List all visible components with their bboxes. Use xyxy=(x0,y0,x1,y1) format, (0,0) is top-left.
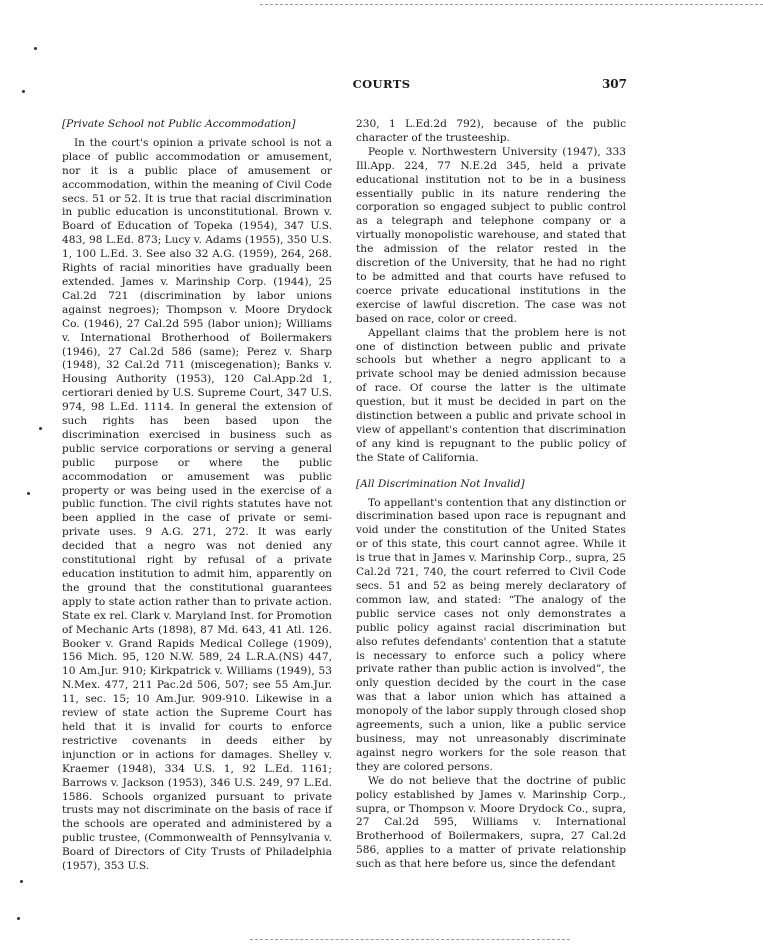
scan-speck xyxy=(34,47,37,50)
running-head xyxy=(0,77,763,93)
body-paragraph: People v. Northwestern University (1947), 333 Ill.App. 224, 77 N.E.2d 345, held a private educational institution not to be in a business essentially public in its nature rendering the corporation so engaged subject to public control as a telegraph and telephone company or a virtually monopolistic warehouse, and stated that the admission of the relator rested in the discretion of the University, that he had no right to be admitted and that courts have refused to coerce private educational institutions in the exercise of lawful discretion. The case was not based on race, color or creed. xyxy=(356,145,626,325)
scan-edge-line xyxy=(260,4,763,5)
body-paragraph: In the court's opinion a private school is not a place of public accommodation or amusement, nor it is a public place of amusement or accommodation, within the meaning of Civil Code secs. 51 or 52. It is true that racial discrimination in public education is unconstitutional. Brown v. Board of Education of Topeka (1954), 347 U.S. 483, 98 L.Ed. 873; Lucy v. Adams (1955), 350 U.S. 1, 100 L.Ed. 3. See also 32 A.G. (1959), 264, 268. Rights of racial minorities have gradually been extended. James v. Marinship Corp. (1944), 25 Cal.2d 721 (discrimination by labor unions against negroes); Thompson v. Moore Drydock Co. (1946), 27 Cal.2d 595 (labor union); Williams v. International Brotherhood of Boilermakers (1946), 27 Cal.2d 586 (same); Perez v. Sharp (1948), 32 Cal.2d 711 (miscegenation); Banks v. Housing Authority (1953), 120 Cal.App.2d 1, certiorari denied by U.S. Supreme Court, 347 U.S. 974, 98 L.Ed. 1114. In general the extension of such rights has been based upon the discrimination exercised in business such as public service corporations or serving a general public purpose or where the public accommodation or amusement was public property or was being used in the exercise of a public function. The civil rights statutes have not been applied in the case of private or semi-private uses. 9 A.G. 271, 272. It was early decided that a negro was not denied any constitutional right by refusal of a private education institution to admit him, apparently on the ground that the constitutional guarantees apply to state action rather than to private action. State ex rel. Clark v. Maryland Inst. for Promotion of Mechanic Arts (1898), 87 Md. 643, 41 Atl. 126. Booker v. Grand Rapids Medical College (1909), 156 Mich. 95, 120 N.W. 589, 24 L.R.A.(NS) 447, 10 Am.Jur. 910; Kirkpatrick v. Williams (1949), 53 N.Mex. 477, 211 Pac.2d 506, 507; see 55 Am.Jur. 11, sec. 15; 10 Am.Jur. 909-910. Likewise in a review of state action the Supreme Court has held that it is invalid for courts to enforce restrictive covenants in deeds either by injunction or in actions for damages. Shelley v. Kraemer (1948), 334 U.S. 1, 92 L.Ed. 1161; Barrows v. Jackson (1953), 346 U.S. 249, 97 L.Ed. 1586. Schools organized pursuant to private trusts may not discriminate on the basis of race if the schools are operated and administered by a public trustee, (Commonwealth of Pennsylvania v. Board of Directors of City Trusts of Philadelphia (1957), 353 U.S. xyxy=(62,136,332,873)
scan-speck xyxy=(27,492,30,495)
body-paragraph: Appellant claims that the problem here is not one of distinction between public and private schools but whether a negro applicant to a private school may be denied admission because of race. Of course the latter is the ultimate question, but it must be decided in part on the distinction between a public and private school in view of appellant's contention that discrimination of any kind is repugnant to the public policy of the State of California. xyxy=(356,326,626,464)
body-paragraph: We do not believe that the doctrine of public policy established by James v. Marinship Corp., supra, or Thompson v. Moore Drydock Co., supra, 27 Cal.2d 595, Williams v. International Brotherhood of Boilermakers, supra, 27 Cal.2d 586, applies to a matter of private relationship such as that here before us, since the defendant xyxy=(356,774,626,871)
left-column xyxy=(62,118,332,874)
section-heading-discrimination: [All Discrimination Not Invalid] xyxy=(356,477,525,490)
page-number: 307 xyxy=(601,77,627,91)
scan-speck xyxy=(20,880,23,883)
scan-speck xyxy=(17,917,20,920)
scan-edge-line xyxy=(250,939,570,940)
body-paragraph: To appellant's contention that any distinction or discrimination based upon race is repugnant and void under the constitution of the United States or of this state, this court cannot agree. While it is true that in James v. Marinship Corp., supra, 25 Cal.2d 721, 740, the court referred to Civil Code secs. 51 and 52 as being merely declaratory of common law, and stated: “The analogy of the public service cases not only demonstrates a public policy against racial discrimination but also refutes defendants' contention that a statute is necessary to enforce such a policy where private rather than public action is involved”, the only question decided by the court in the case was that a labor union which has attained a monopoly of the labor supply through closed shop agreements, such a union, like a public service business, may not unreasonably discriminate against negro workers for the sole reason that they are colored persons. xyxy=(356,496,626,773)
running-title: COURTS xyxy=(352,77,411,91)
section-heading-private-school: [Private School not Public Accommodation] xyxy=(62,118,296,130)
continued-paragraph: 230, 1 L.Ed.2d 792), because of the public character of the trusteeship. xyxy=(356,118,626,144)
right-column xyxy=(356,118,626,872)
scan-speck xyxy=(39,427,42,430)
